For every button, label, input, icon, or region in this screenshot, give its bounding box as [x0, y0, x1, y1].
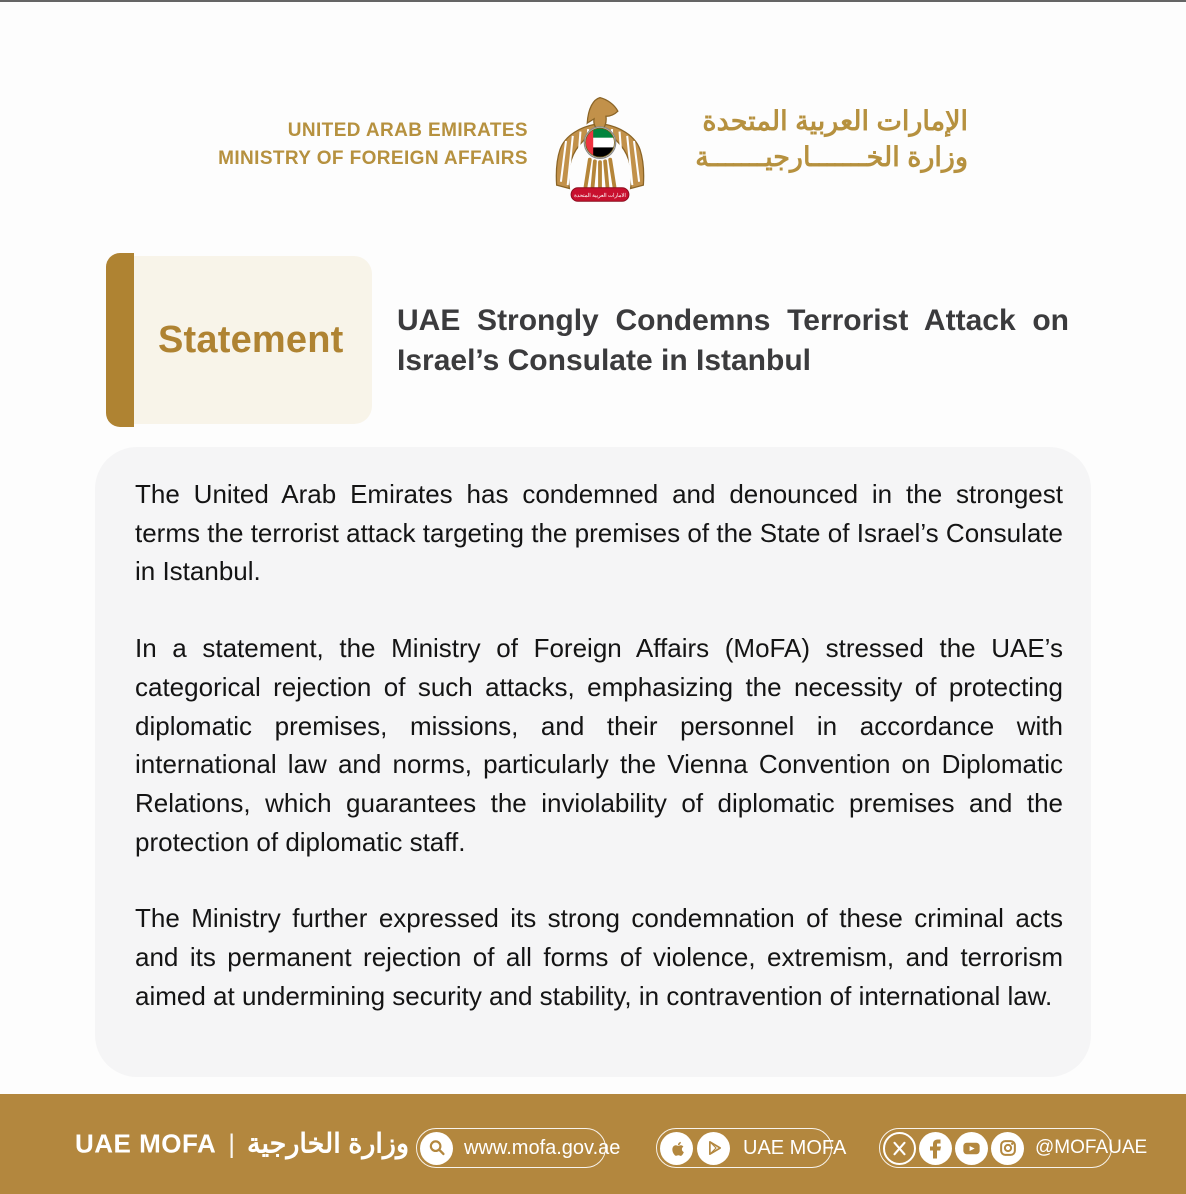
- statement-paragraph-2: In a statement, the Ministry of Foreign Affairs (MoFA) stressed the UAE’s categorical rejection of such attacks, emphasizing the necessity of protecting diplomatic premises, missions, and their personnel in accordance with international law and norms, particularly the Vienna Convention on Diplomatic Relations, which guarantees the inviolability of diplomatic premises and the protection of diplomatic staff.: [135, 633, 1063, 857]
- footer-bar: [0, 1094, 1186, 1194]
- ministry-name-line1: UNITED ARAB EMIRATES: [287, 120, 528, 141]
- youtube-icon: [955, 1132, 988, 1165]
- ministry-wordmark-en: [218, 117, 528, 173]
- apps-label: UAE MOFA: [743, 1136, 847, 1159]
- x-icon: [883, 1132, 916, 1165]
- ministry-name-ar-line1: الإمارات العربية المتحدة: [702, 106, 968, 136]
- facebook-icon: [919, 1132, 952, 1165]
- statement-accent-bar: [106, 253, 134, 427]
- website-url: www.mofa.gov.ae: [464, 1136, 621, 1159]
- footer-brand-separator: |: [228, 1128, 235, 1159]
- emblem-banner-text: الامارات العربية المتحدة: [574, 193, 626, 200]
- website-pill[interactable]: [416, 1128, 621, 1168]
- statement-badge: [110, 256, 372, 424]
- footer-brand-ar: وزارة الخارجية: [247, 1128, 409, 1159]
- social-pill[interactable]: [879, 1128, 1148, 1168]
- ministry-name-line2: MINISTRY OF FOREIGN AFFAIRS: [218, 148, 528, 169]
- statement-title-line2: Israel’s Consulate in Istanbul: [397, 344, 811, 377]
- uae-falcon-emblem-icon: [549, 88, 651, 216]
- google-play-icon: [697, 1132, 730, 1165]
- statement-paragraph-3: The Ministry further expressed its strong condemnation of these criminal acts and its permanent rejection of all forms of violence, extremism, and terrorism aimed at undermining security and stability, in contravention of international law.: [135, 903, 1063, 1011]
- footer-brand-en: UAE MOFA: [75, 1128, 217, 1159]
- instagram-icon: [991, 1132, 1024, 1165]
- ministry-wordmark-ar: [695, 103, 968, 175]
- apple-icon: [660, 1132, 693, 1165]
- statement-title-line1: UAE Strongly Condemns Terrorist Attack on: [397, 304, 1069, 337]
- ministry-name-ar-line2: وزارة الخـــــــارجيـــــــة: [695, 142, 968, 172]
- statement-paragraph-1: The United Arab Emirates has condemned and denounced in the strongest terms the terrorist attack targeting the premises of the State of Israel’s Consulate in Istanbul.: [135, 479, 1063, 587]
- apps-pill[interactable]: [656, 1128, 847, 1168]
- search-icon: [420, 1132, 453, 1165]
- top-edge-line: [0, 0, 1186, 2]
- social-handle: @MOFAUAE: [1035, 1137, 1148, 1158]
- statement-body-card: [95, 447, 1091, 1077]
- statement-title: [397, 301, 1069, 381]
- footer-brand: [75, 1129, 409, 1160]
- statement-badge-label: Statement: [158, 318, 344, 361]
